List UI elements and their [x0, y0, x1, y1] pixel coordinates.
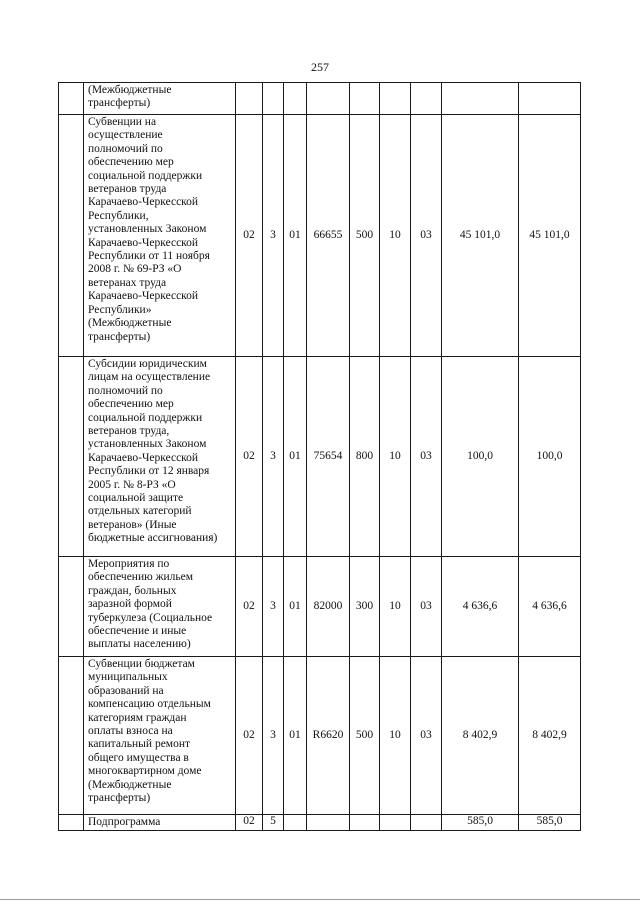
direction-code: 66655 — [307, 115, 350, 357]
program-code: 02 — [236, 557, 263, 657]
subprogram-code: 3 — [263, 557, 284, 657]
amount-2: 100,0 — [519, 357, 581, 557]
direction-code: R6620 — [307, 657, 350, 815]
amount-2: 4 636,6 — [519, 557, 581, 657]
expense-type-code: 500 — [350, 115, 380, 357]
section-code: 10 — [380, 557, 411, 657]
blank-cell — [59, 83, 84, 115]
section-code — [380, 815, 411, 831]
item-name: Субсидии юридическим лицам на осуществление полномочий по обеспечению мер социальной поддержки ветеранов труда, установленных Законом Карачаево-Черкесской Республики от 12 января 2005 г. № 8-РЗ «О социальной защите отдельных категорий ветеранов» (Иные бюджетные ассигнования) — [84, 357, 236, 557]
table-row — [59, 557, 581, 657]
table-row — [59, 657, 581, 815]
subsection-code — [411, 83, 442, 115]
program-code: 02 — [236, 115, 263, 357]
subsection-code: 03 — [411, 115, 442, 357]
subsection-code: 03 — [411, 657, 442, 815]
amount-1: 100,0 — [442, 357, 519, 557]
item-name: Субвенции бюджетам муниципальных образований на компенсацию отдельным категориям граждан оплаты взноса на капитальный ремонт общего имущества в многоквартирном доме (Межбюджетные трансферты) — [84, 657, 236, 815]
amount-1: 4 636,6 — [442, 557, 519, 657]
table-row — [59, 357, 581, 557]
blank-cell — [59, 357, 84, 557]
direction-code — [307, 815, 350, 831]
expense-type-code: 800 — [350, 357, 380, 557]
page-number: 257 — [311, 60, 329, 74]
main-activity-code: 01 — [284, 115, 307, 357]
subprogram-code — [263, 83, 284, 115]
direction-code: 75654 — [307, 357, 350, 557]
section-code — [380, 83, 411, 115]
program-code: 02 — [236, 815, 263, 831]
table-body — [59, 83, 581, 831]
direction-code — [307, 83, 350, 115]
blank-cell — [59, 115, 84, 357]
expense-type-code: 500 — [350, 657, 380, 815]
item-name: Субвенции на осуществление полномочий по обеспечению мер социальной поддержки ветеранов труда Карачаево-Черкесской Республики, установленных Законом Карачаево-Черкесской Республики от 11 ноября 2008 г. № 69-РЗ «О ветеранах труда Карачаево-Черкесской Республики» (Межбюджетные трансферты) — [84, 115, 236, 357]
table-row — [59, 815, 581, 831]
blank-cell — [59, 657, 84, 815]
program-code — [236, 83, 263, 115]
main-activity-code: 01 — [284, 357, 307, 557]
amount-1: 585,0 — [442, 815, 519, 831]
amount-1: 45 101,0 — [442, 115, 519, 357]
main-activity-code: 01 — [284, 557, 307, 657]
section-code: 10 — [380, 657, 411, 815]
program-code: 02 — [236, 657, 263, 815]
table-row — [59, 115, 581, 357]
page-bottom-rule — [0, 899, 640, 900]
direction-code: 82000 — [307, 557, 350, 657]
item-name: Мероприятия по обеспечению жильем граждан, больных заразной формой туберкулеза (Социальное обеспечение и иные выплаты населению) — [84, 557, 236, 657]
subprogram-code: 3 — [263, 115, 284, 357]
subprogram-code: 3 — [263, 357, 284, 557]
subprogram-code: 3 — [263, 657, 284, 815]
subprogram-code: 5 — [263, 815, 284, 831]
expense-type-code — [350, 83, 380, 115]
blank-cell — [59, 557, 84, 657]
expense-type-code — [350, 815, 380, 831]
subsection-code: 03 — [411, 557, 442, 657]
amount-2: 8 402,9 — [519, 657, 581, 815]
main-activity-code: 01 — [284, 657, 307, 815]
main-activity-code — [284, 83, 307, 115]
amount-1: 8 402,9 — [442, 657, 519, 815]
budget-table — [58, 82, 581, 831]
amount-2 — [519, 83, 581, 115]
item-name: Подпрограмма — [84, 815, 236, 831]
program-code: 02 — [236, 357, 263, 557]
subsection-code: 03 — [411, 357, 442, 557]
main-activity-code — [284, 815, 307, 831]
expense-type-code: 300 — [350, 557, 380, 657]
amount-2: 585,0 — [519, 815, 581, 831]
section-code: 10 — [380, 115, 411, 357]
amount-2: 45 101,0 — [519, 115, 581, 357]
item-name: (Межбюджетные трансферты) — [84, 83, 236, 115]
section-code: 10 — [380, 357, 411, 557]
amount-1 — [442, 83, 519, 115]
blank-cell — [59, 815, 84, 831]
subsection-code — [411, 815, 442, 831]
table-row — [59, 83, 581, 115]
